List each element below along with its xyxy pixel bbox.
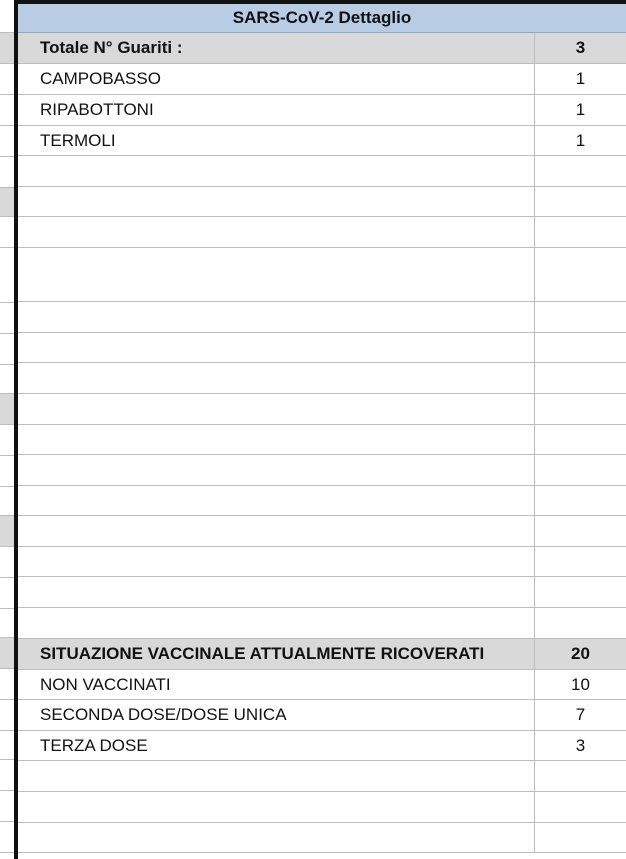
empty-row <box>18 394 626 425</box>
empty-row <box>18 486 626 516</box>
left-cell <box>0 248 14 303</box>
left-cell <box>0 95 14 126</box>
left-cell <box>0 487 14 516</box>
left-cell <box>0 791 14 822</box>
left-cell <box>0 669 14 700</box>
table-row <box>18 670 626 700</box>
vaccinale-total-value: 20 <box>571 644 590 663</box>
left-cell <box>0 334 14 365</box>
empty-row <box>18 425 626 455</box>
guariti-total-row <box>18 33 626 64</box>
empty-row <box>18 217 626 248</box>
left-cell <box>0 760 14 791</box>
table-row <box>18 64 626 95</box>
empty-row <box>18 792 626 823</box>
empty-row <box>18 156 626 187</box>
table-row <box>18 731 626 761</box>
left-cell <box>0 578 14 609</box>
empty-row <box>18 608 626 639</box>
empty-row <box>18 577 626 608</box>
empty-row <box>18 823 626 853</box>
empty-row <box>18 516 626 547</box>
left-cell <box>0 822 14 853</box>
empty-row <box>18 248 626 302</box>
left-cell <box>0 365 14 394</box>
row-label: NON VACCINATI <box>18 670 535 699</box>
left-cell <box>0 516 14 547</box>
left-cell <box>0 609 14 638</box>
row-value: 1 <box>575 100 586 119</box>
empty-row <box>18 363 626 394</box>
left-cell <box>0 33 14 64</box>
row-label: CAMPOBASSO <box>18 64 535 94</box>
table-row <box>18 700 626 731</box>
left-cell <box>0 126 14 157</box>
left-cell <box>0 731 14 760</box>
left-cell <box>0 157 14 188</box>
empty-row <box>18 547 626 577</box>
row-label: SECONDA DOSE/DOSE UNICA <box>18 700 535 730</box>
left-cell <box>0 303 14 334</box>
left-cell <box>0 638 14 669</box>
left-cell <box>0 425 14 456</box>
left-cell <box>0 700 14 731</box>
row-value: 1 <box>575 69 586 88</box>
empty-row <box>18 761 626 792</box>
empty-row <box>18 333 626 363</box>
guariti-total-value: 3 <box>575 38 586 57</box>
left-cell <box>0 188 14 217</box>
empty-row <box>18 187 626 217</box>
left-cell <box>0 456 14 487</box>
vaccinale-total-row <box>18 639 626 670</box>
row-value: 1 <box>575 130 586 150</box>
row-label: TERZA DOSE <box>18 731 535 760</box>
empty-row <box>18 302 626 333</box>
row-label: RIPABOTTONI <box>18 95 535 125</box>
row-value: 3 <box>575 735 586 755</box>
vaccinale-total-label: SITUAZIONE VACCINALE ATTUALMENTE RICOVERATI <box>18 639 535 669</box>
empty-row <box>18 455 626 486</box>
left-cell <box>0 217 14 248</box>
table-header <box>18 4 626 33</box>
left-cell <box>0 0 14 33</box>
row-label: TERMOLI <box>18 126 535 155</box>
table-row <box>18 126 626 156</box>
guariti-total-label: Totale N° Guariti : <box>18 33 535 63</box>
row-value: 7 <box>575 705 586 724</box>
table-row <box>18 95 626 126</box>
detail-table <box>18 33 626 853</box>
header-title: SARS-CoV-2 Dettaglio <box>232 8 412 27</box>
left-cell <box>0 64 14 95</box>
left-cell <box>0 547 14 578</box>
left-column-strip <box>0 0 14 859</box>
row-value: 10 <box>571 674 590 694</box>
left-cell <box>0 394 14 425</box>
